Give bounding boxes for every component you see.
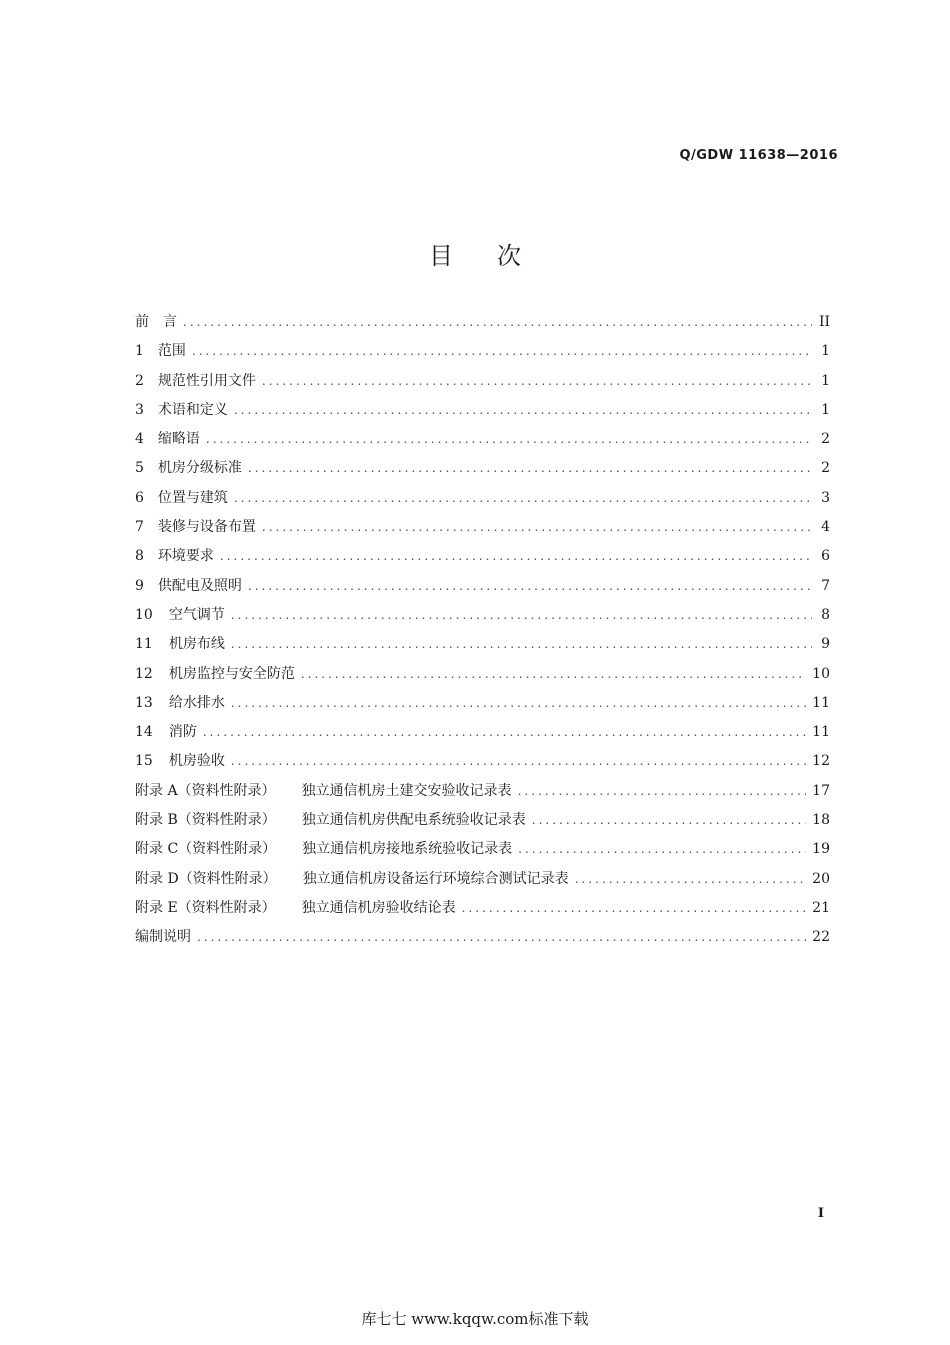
toc-entry-title: 机房验收 xyxy=(168,753,225,770)
table-of-contents xyxy=(135,308,830,953)
toc-entry-title: 范围 xyxy=(157,343,186,360)
toc-entry[interactable] xyxy=(135,572,830,601)
toc-page-number: 8 xyxy=(821,606,830,623)
toc-leader xyxy=(192,337,812,366)
toc-page-number: 1 xyxy=(821,401,830,418)
toc-entry-number: 15 xyxy=(135,753,153,770)
toc-leader xyxy=(231,601,812,630)
toc-entry-appendix-e[interactable] xyxy=(135,894,830,923)
toc-entry-appendix-c[interactable] xyxy=(135,835,830,864)
toc-entry-title: 规范性引用文件 xyxy=(157,372,256,389)
toc-page-number: 11 xyxy=(812,694,830,711)
toc-leader xyxy=(203,718,806,747)
toc-entry[interactable] xyxy=(135,367,830,396)
toc-entry-title: 独立通信机房设备运行环境综合测试记录表 xyxy=(302,870,569,887)
toc-leader xyxy=(231,747,806,776)
toc-entry-number: 4 xyxy=(135,431,144,448)
toc-entry-appendix-d[interactable] xyxy=(135,865,830,894)
toc-entry-number: 附录 D（资料性附录） xyxy=(135,870,277,887)
toc-page-number: 20 xyxy=(812,870,830,887)
toc-entry-title: 装修与设备布置 xyxy=(157,519,256,536)
toc-page-number: II xyxy=(818,314,830,330)
page-number: I xyxy=(817,1206,824,1221)
toc-entry[interactable] xyxy=(135,337,830,366)
toc-entry-title: 术语和定义 xyxy=(157,401,228,418)
toc-entry-title: 空气调节 xyxy=(168,606,225,623)
toc-entry-number: 附录 A（资料性附录） xyxy=(135,782,276,799)
toc-entry-number: 6 xyxy=(135,489,144,506)
toc-entry[interactable] xyxy=(135,396,830,425)
toc-entry-title: 独立通信机房土建交安验收记录表 xyxy=(301,782,512,799)
toc-entry-title: 独立通信机房供配电系统验收记录表 xyxy=(301,812,526,829)
toc-leader xyxy=(262,367,812,396)
toc-entry-appendix-a[interactable] xyxy=(135,777,830,806)
toc-leader xyxy=(206,425,812,454)
toc-entry-title: 消防 xyxy=(168,724,197,741)
toc-entry-number: 2 xyxy=(135,372,144,389)
toc-leader xyxy=(220,542,812,571)
toc-entry-number: 14 xyxy=(135,724,153,741)
toc-page-number: 7 xyxy=(821,577,830,594)
toc-leader xyxy=(518,777,807,806)
toc-leader xyxy=(197,923,806,952)
toc-page-number: 9 xyxy=(821,636,830,653)
toc-leader xyxy=(231,630,812,659)
toc-entry-title: 机房分级标准 xyxy=(157,460,242,477)
toc-entry[interactable] xyxy=(135,601,830,630)
toc-page-number: 2 xyxy=(821,431,830,448)
toc-page-number: 21 xyxy=(812,899,830,916)
toc-page-number: 19 xyxy=(812,841,830,858)
toc-leader xyxy=(575,865,806,894)
toc-leader xyxy=(262,513,812,542)
toc-entry[interactable] xyxy=(135,425,830,454)
toc-page-number: 12 xyxy=(812,753,830,770)
toc-page-number: 22 xyxy=(812,929,830,946)
toc-entry-number: 附录 B（资料性附录） xyxy=(135,812,276,829)
toc-leader xyxy=(234,396,812,425)
toc-entry[interactable] xyxy=(135,630,830,659)
toc-page-number: 6 xyxy=(821,548,830,565)
toc-page-number: 1 xyxy=(821,343,830,360)
toc-entry[interactable] xyxy=(135,454,830,483)
toc-leader xyxy=(518,835,806,864)
toc-entry-title: 独立通信机房验收结论表 xyxy=(301,899,456,916)
toc-leader xyxy=(183,308,812,337)
toc-entry[interactable] xyxy=(135,718,830,747)
toc-entry-title: 独立通信机房接地系统验收记录表 xyxy=(302,841,513,858)
footer-watermark-text: 库七七 www.kqqw.com标准下载 xyxy=(361,1310,589,1328)
toc-entry-number: 10 xyxy=(135,606,153,623)
toc-entry-number: 附录 C（资料性附录） xyxy=(135,841,277,858)
toc-entry[interactable] xyxy=(135,484,830,513)
toc-entry[interactable] xyxy=(135,513,830,542)
toc-entry-title: 位置与建筑 xyxy=(157,489,228,506)
toc-entry-number: 5 xyxy=(135,460,144,477)
toc-leader xyxy=(231,689,806,718)
toc-entry-drafting-notes[interactable] xyxy=(135,923,830,952)
toc-entry[interactable] xyxy=(135,660,830,689)
toc-page-number: 1 xyxy=(821,372,830,389)
toc-leader xyxy=(301,660,806,689)
toc-entry-title: 机房监控与安全防范 xyxy=(168,665,295,682)
toc-entry-number: 11 xyxy=(135,636,153,653)
toc-leader xyxy=(248,454,812,483)
toc-page-number: 2 xyxy=(821,460,830,477)
toc-entry-number: 13 xyxy=(135,694,153,711)
toc-page-number: 18 xyxy=(812,812,830,829)
toc-entry-title: 供配电及照明 xyxy=(157,577,242,594)
toc-page-number: 11 xyxy=(812,724,830,741)
document-code: Q/GDW 11638—2016 xyxy=(679,148,838,163)
toc-entry-number: 12 xyxy=(135,665,153,682)
toc-page-number: 17 xyxy=(812,782,830,799)
toc-entry-title: 机房布线 xyxy=(168,636,225,653)
toc-leader xyxy=(462,894,807,923)
toc-entry-title: 缩略语 xyxy=(157,431,200,448)
toc-entry-number: 8 xyxy=(135,548,144,565)
toc-entry-title: 环境要求 xyxy=(157,548,214,565)
toc-leader xyxy=(248,572,812,601)
toc-entry-appendix-b[interactable] xyxy=(135,806,830,835)
toc-page-number: 3 xyxy=(821,489,830,506)
toc-entry-number: 9 xyxy=(135,577,144,594)
toc-entry-foreword[interactable] xyxy=(135,308,830,337)
toc-page-number: 10 xyxy=(812,665,830,682)
toc-entry[interactable] xyxy=(135,689,830,718)
toc-entry-title: 给水排水 xyxy=(168,694,225,711)
toc-entry-title: 前 言 xyxy=(135,314,177,330)
toc-title: 目次 xyxy=(429,242,565,270)
toc-entry-number: 1 xyxy=(135,343,144,360)
toc-entry-title: 编制说明 xyxy=(135,929,191,946)
toc-page-number: 4 xyxy=(821,519,830,536)
toc-entry[interactable] xyxy=(135,542,830,571)
toc-entry-number: 7 xyxy=(135,519,144,536)
toc-leader xyxy=(532,806,806,835)
toc-leader xyxy=(234,484,812,513)
toc-entry[interactable] xyxy=(135,747,830,776)
toc-entry-number: 附录 E（资料性附录） xyxy=(135,899,276,916)
toc-entry-number: 3 xyxy=(135,401,144,418)
